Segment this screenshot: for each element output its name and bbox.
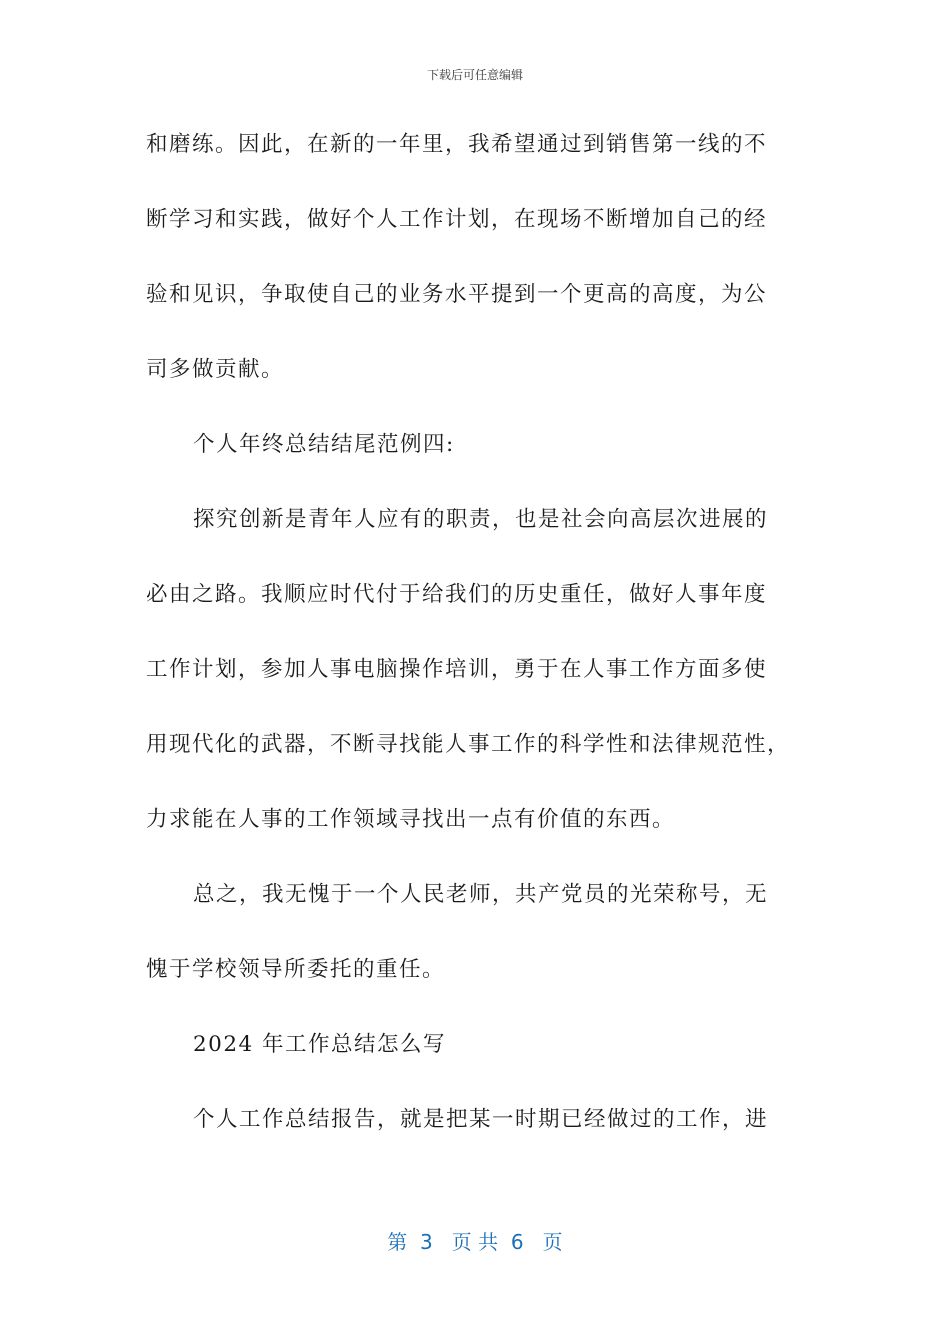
body-line: 力求能在人事的工作领域寻找出一点有价值的东西。 xyxy=(146,807,676,832)
body-line: 个人工作总结报告，就是把某一时期已经做过的工作，进 xyxy=(193,1107,769,1132)
body-line: 用现代化的武器，不断寻找能人事工作的科学性和法律规范性， xyxy=(146,732,791,757)
body-line: 必由之路。我顺应时代付于给我们的历史重任，做好人事年度 xyxy=(146,582,768,607)
body-line: 工作计划，参加人事电脑操作培训，勇于在人事工作方面多使 xyxy=(146,657,768,682)
page-footer: 第 3 页 共 6 页 xyxy=(387,1230,563,1254)
body-line: 断学习和实践，做好个人工作计划，在现场不断增加自己的经 xyxy=(146,207,768,232)
body-line: 愧于学校领导所委托的重任。 xyxy=(146,957,446,982)
section-heading: 个人年终总结结尾范例四: xyxy=(193,432,455,457)
body-line: 探究创新是青年人应有的职责，也是社会向高层次进展的 xyxy=(193,507,769,532)
body-line: 总之，我无愧于一个人民老师，共产党员的光荣称号，无 xyxy=(193,882,769,907)
section-heading: 2024 年工作总结怎么写 xyxy=(193,1032,447,1057)
body-line: 和磨练。因此，在新的一年里，我希望通过到销售第一线的不 xyxy=(146,132,768,157)
document-body xyxy=(146,124,806,1174)
header-note: 下载后可任意编辑 xyxy=(426,68,523,82)
body-line: 验和见识，争取使自己的业务水平提到一个更高的高度，为公 xyxy=(146,282,768,307)
body-line: 司多做贡献。 xyxy=(146,357,285,382)
